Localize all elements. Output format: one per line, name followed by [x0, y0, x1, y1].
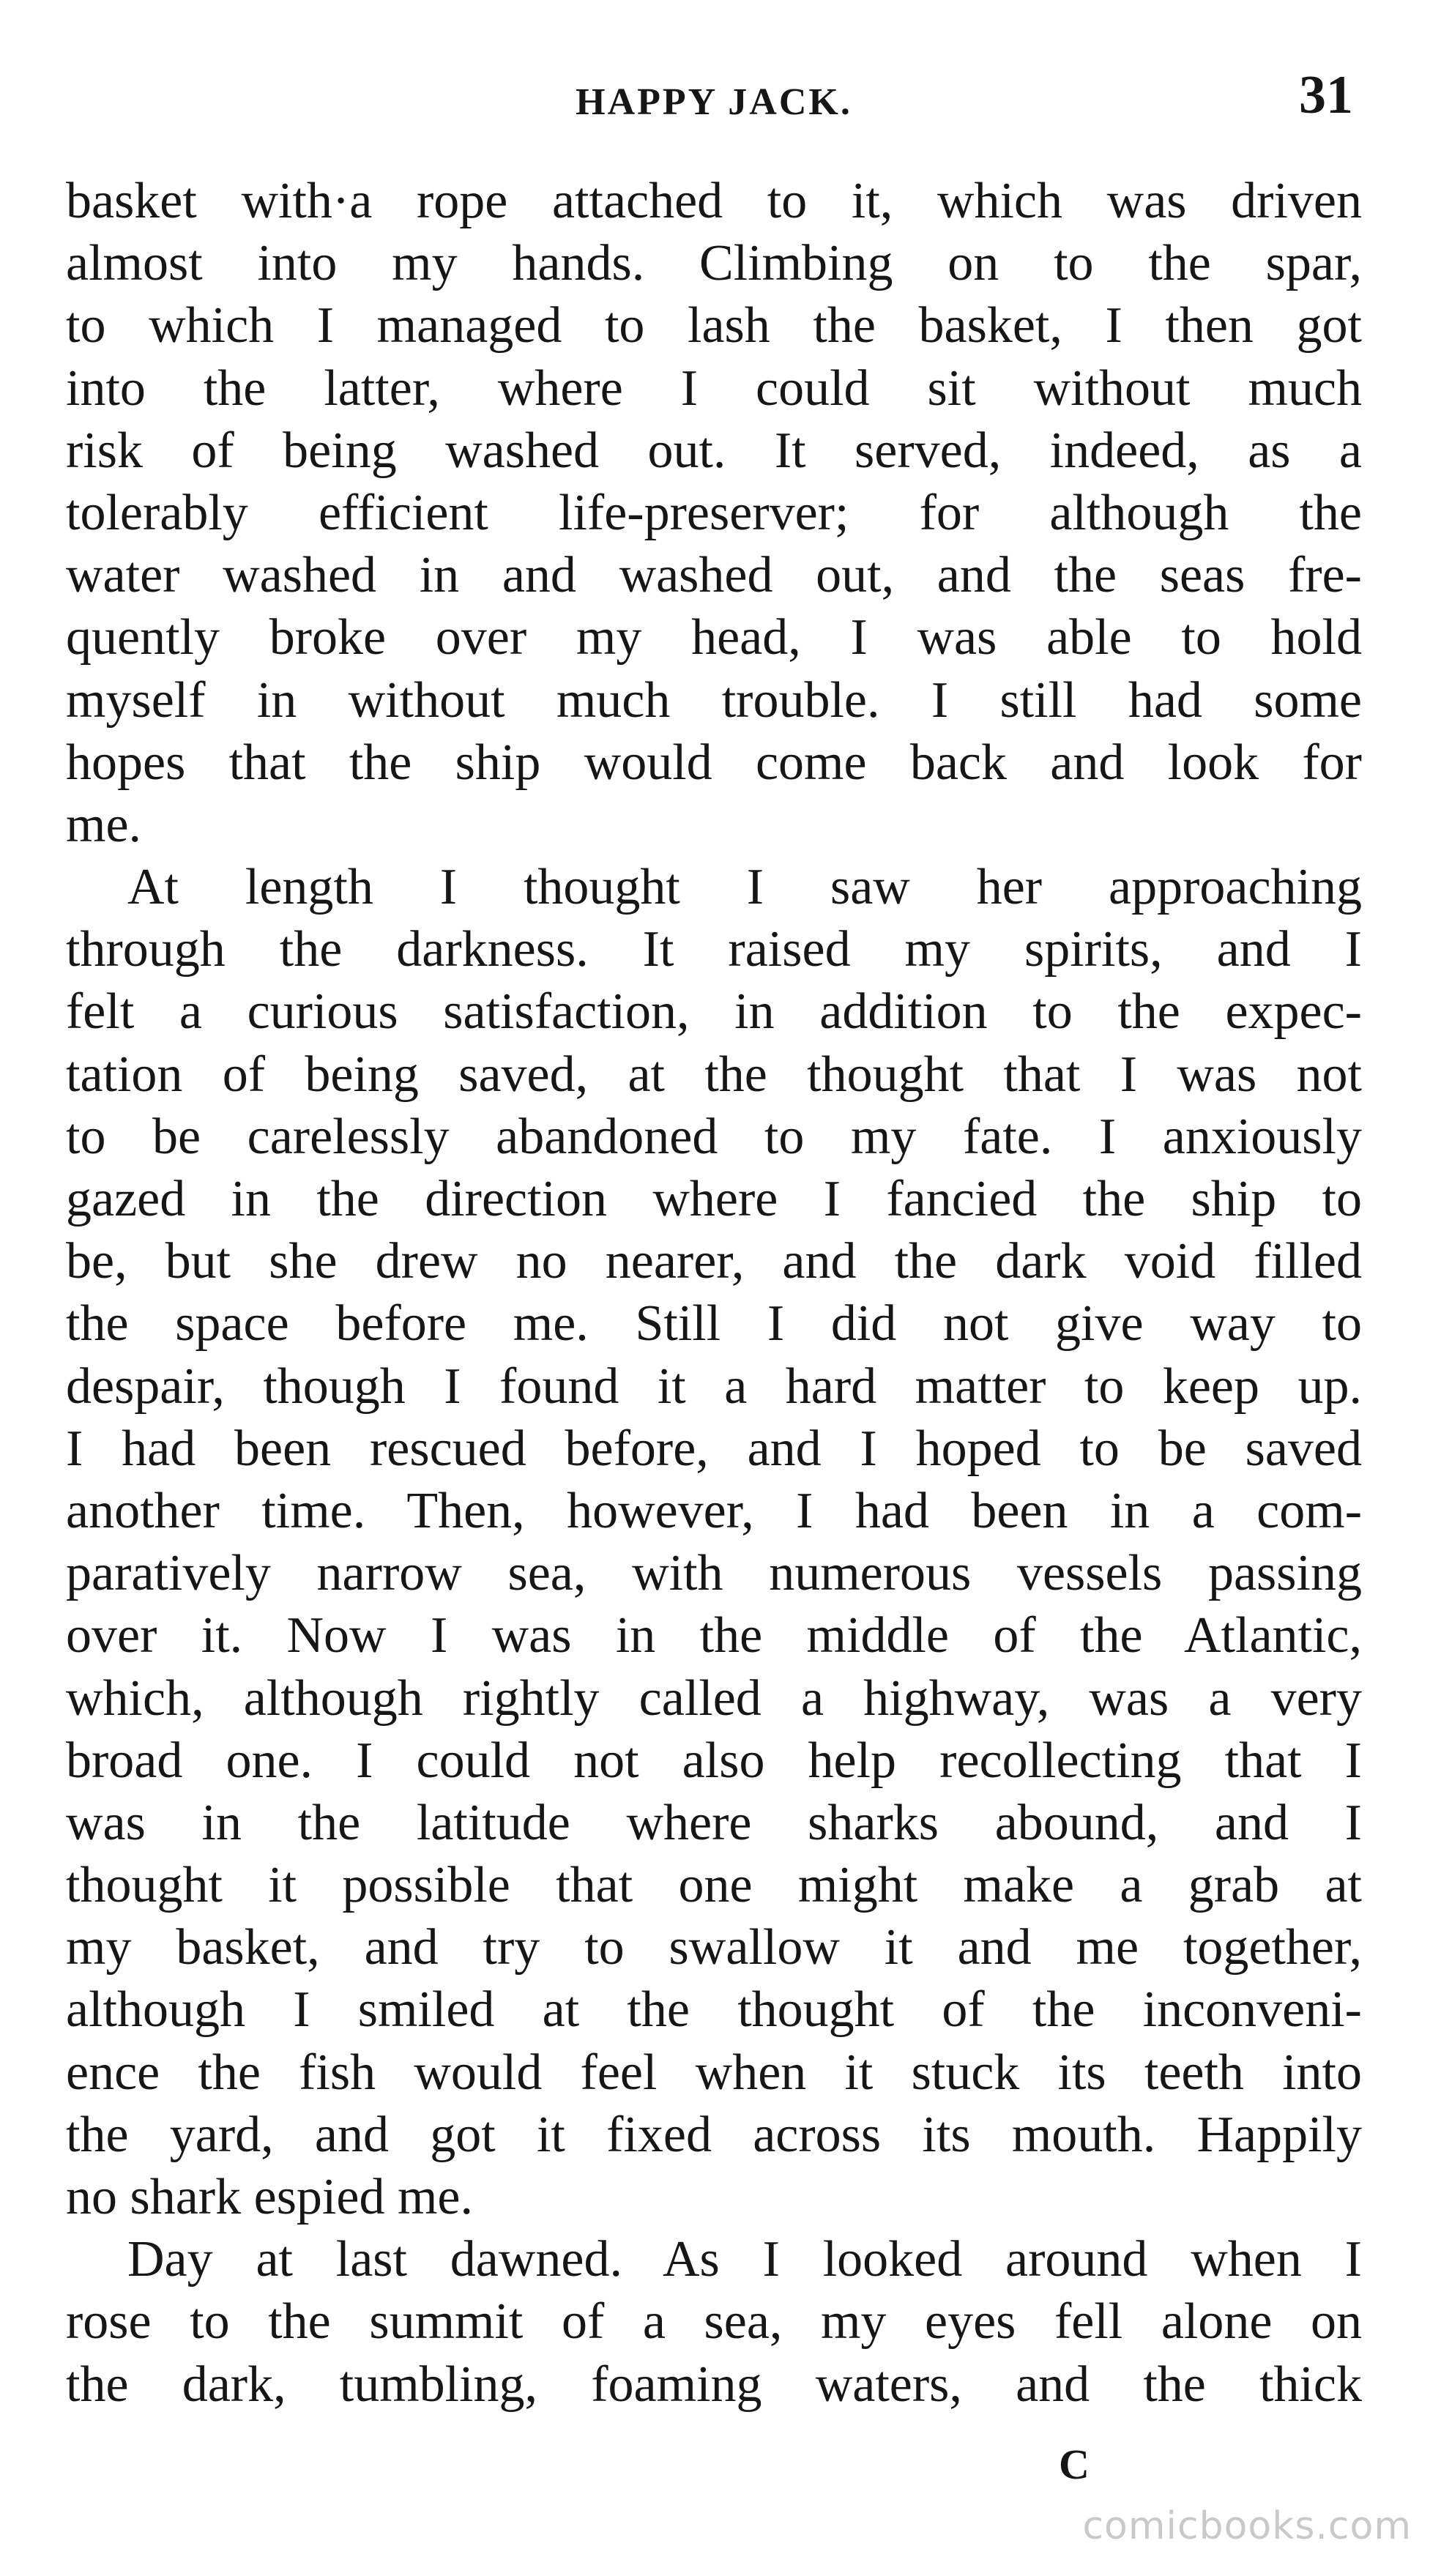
text-line: gazed in the direction where I fancied the ship to	[66, 1171, 1362, 1227]
text-line: my basket, and try to swallow it and me together,	[66, 1919, 1362, 1976]
text-line-paragraph-end: me.	[66, 796, 142, 853]
text-line: through the darkness. It raised my spirits, and I	[66, 921, 1362, 978]
text-line: broad one. I could not also help recollecting that I	[66, 1732, 1362, 1789]
text-line-paragraph-end: no shark espied me.	[66, 2169, 473, 2225]
text-line: tation of being saved, at the thought that I was not	[66, 1046, 1362, 1103]
text-line: which, although rightly called a highway, was a very	[66, 1669, 1362, 1727]
text-line: tolerably efficient life-preserver; for although the	[66, 484, 1362, 541]
text-line: rose to the summit of a sea, my eyes fell alone on	[66, 2293, 1362, 2350]
text-line: the dark, tumbling, foaming waters, and the thick	[66, 2356, 1362, 2413]
text-line: thought it possible that one might make a grab at	[66, 1857, 1362, 1914]
body-text	[66, 170, 1362, 2416]
text-line: water washed in and washed out, and the seas fre-	[66, 547, 1362, 604]
text-line: hopes that the ship would come back and look for	[66, 734, 1362, 791]
text-line: the yard, and got it fixed across its mouth. Happily	[66, 2106, 1362, 2163]
text-line: ence the fish would feel when it stuck its teeth into	[66, 2044, 1362, 2101]
text-line: basket with·a rope attached to it, which was driven	[66, 173, 1362, 229]
text-line: almost into my hands. Climbing on to the spar,	[66, 235, 1362, 292]
text-line: into the latter, where I could sit without much	[66, 360, 1362, 417]
text-line: the space before me. Still I did not give way to	[66, 1295, 1362, 1352]
text-line: although I smiled at the thought of the inconveni-	[66, 1981, 1362, 2039]
running-title: HAPPY JACK.	[576, 81, 852, 123]
text-line-paragraph-start: Day at last dawned. As I looked around when I	[127, 2231, 1362, 2288]
text-line: I had been rescued before, and I hoped to be saved	[66, 1420, 1362, 1477]
page-number: 31	[1299, 65, 1353, 125]
watermark: comicbooks.com	[1082, 2504, 1412, 2548]
text-line: over it. Now I was in the middle of the Atlantic,	[66, 1607, 1362, 1664]
text-line: myself in without much trouble. I still had some	[66, 671, 1362, 729]
text-line: quently broke over my head, I was able to hold	[66, 609, 1362, 666]
text-line: felt a curious satisfaction, in addition to the expec-	[66, 983, 1362, 1041]
page-header	[66, 64, 1362, 145]
text-line: to which I managed to lash the basket, I then got	[66, 297, 1362, 354]
signature-mark: C	[1059, 2441, 1090, 2488]
text-line: despair, though I found it a hard matter to keep up.	[66, 1358, 1362, 1415]
text-line: to be carelessly abandoned to my fate. I anxiously	[66, 1108, 1362, 1165]
text-line: be, but she drew no nearer, and the dark void filled	[66, 1233, 1362, 1290]
text-line: paratively narrow sea, with numerous vessels passing	[66, 1545, 1362, 1602]
text-line-paragraph-start: At length I thought I saw her approaching	[127, 859, 1362, 916]
text-line: was in the latitude where sharks abound, and I	[66, 1794, 1362, 1851]
text-line: another time. Then, however, I had been in a com-	[66, 1482, 1362, 1539]
text-line: risk of being washed out. It served, indeed, as a	[66, 422, 1362, 479]
